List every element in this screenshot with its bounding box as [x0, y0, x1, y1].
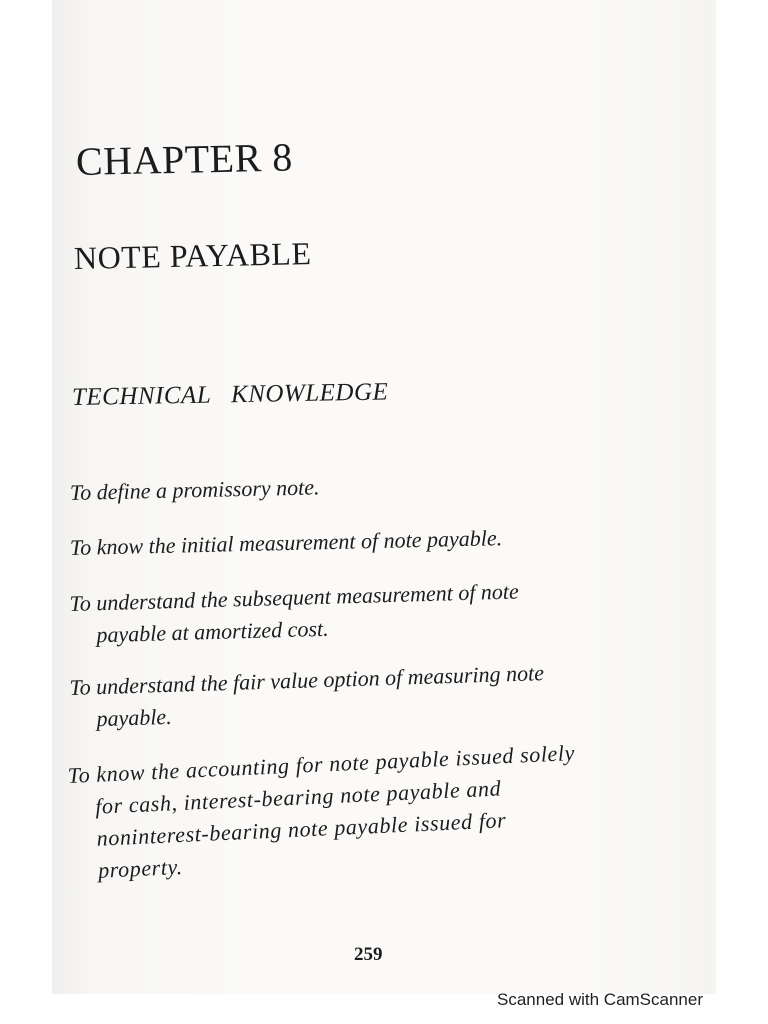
objective-line: payable.	[96, 703, 172, 732]
objective-line: To define a promissory note.	[69, 474, 320, 505]
objective-line: To understand the subsequent measurement of note	[69, 578, 520, 617]
chapter-title: NOTE PAYABLE	[73, 235, 312, 276]
objective-item	[67, 733, 672, 888]
chapter-heading: CHAPTER 8	[75, 134, 294, 184]
objective-line: To know the accounting for note payable issued solely	[67, 740, 576, 789]
objective-line: property.	[97, 853, 184, 883]
objective-line: payable at amortized cost.	[96, 615, 329, 648]
objective-line: To know the initial measurement of note payable.	[69, 525, 503, 560]
page-number: 259	[354, 944, 383, 965]
objective-line: for cash, interest-bearing note payable and	[94, 775, 502, 819]
objective-line: To understand the fair value option of measuring note	[69, 660, 545, 701]
section-heading: TECHNICAL KNOWLEDGE	[71, 378, 389, 411]
scanner-watermark: Scanned with CamScanner	[497, 990, 704, 1009]
objective-line: noninterest-bearing note payable issued for	[96, 807, 507, 851]
